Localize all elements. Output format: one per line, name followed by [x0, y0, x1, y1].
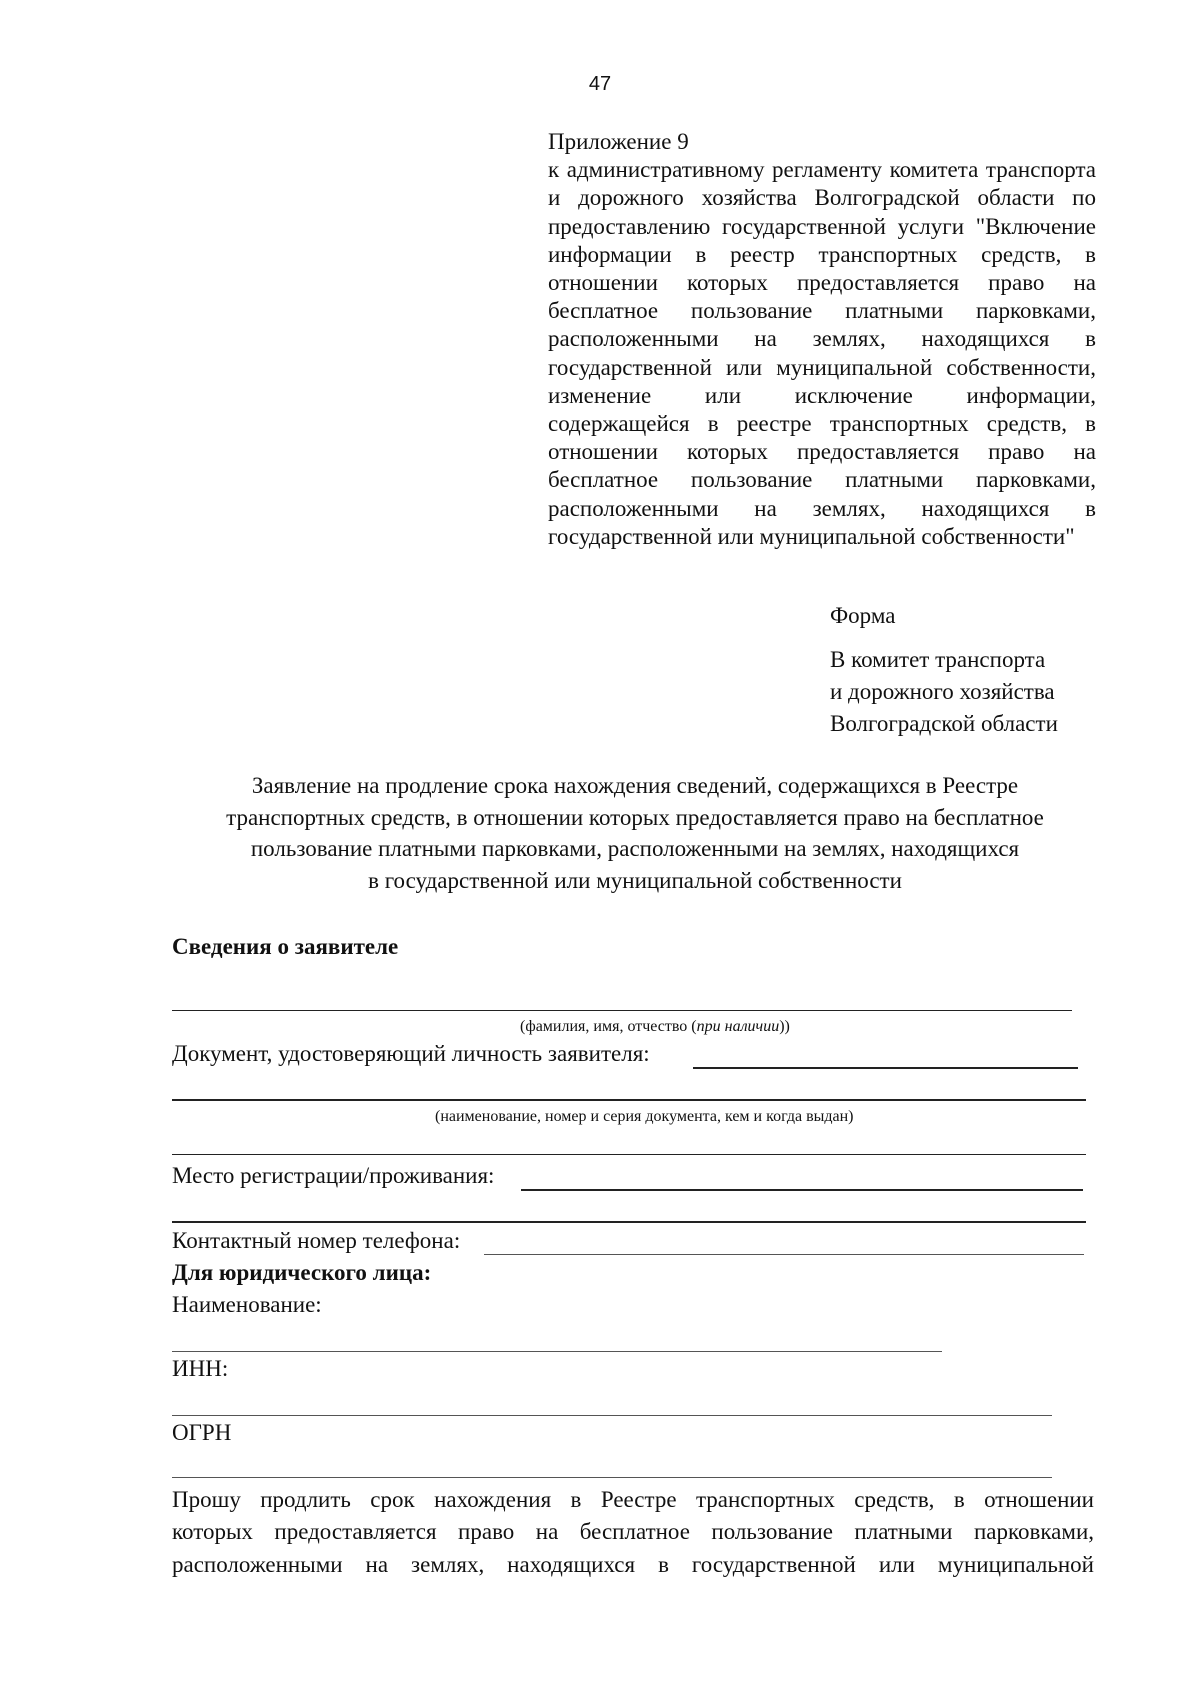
registration-field-line[interactable]	[521, 1189, 1083, 1191]
registration-field-line-2[interactable]	[172, 1221, 1086, 1223]
page-number: 47	[588, 73, 612, 95]
ogrn-label: ОГРН	[172, 1420, 232, 1445]
inn-label: ИНН:	[172, 1356, 229, 1381]
registration-label: Место регистрации/проживания:	[172, 1163, 495, 1188]
application-title-line: в государственной или муниципальной собственности	[368, 867, 902, 893]
addressee-line: В комитет транспорта	[830, 647, 1046, 672]
phone-field-line[interactable]	[484, 1254, 1084, 1255]
legal-name-label: Наименование:	[172, 1292, 322, 1317]
request-line: Прошу продлить срок нахождения в Реестре транспортных средств, в отношении	[172, 1487, 1094, 1512]
request-line: расположенными на землях, находящихся в государственной или муниципальной	[172, 1551, 1094, 1577]
appendix-title: Приложение 9	[548, 129, 689, 154]
addressee-line: Волгоградской области	[830, 711, 1058, 736]
id-document-label: Документ, удостоверяющий личность заявителя:	[172, 1041, 650, 1066]
appendix-body: к административному регламенту комитета транспорта и дорожного хозяйства Волгоградской области по предоставлению государственной услуги "Включение информации в реестр транспортных средств, в отношении которых предоставляется право на бесплатное пользование платными парковками, расположенными на землях, находящихся в государственной или муниципальной собственности, изменение или исключение информации, содержащейся в реестре транспортных средств, в отношении которых предоставляется право на бесплатное пользование платными парковками, расположенными на землях, находящихся в государственной или муниципальной собственности"	[548, 157, 1096, 549]
application-title	[170, 770, 1100, 896]
application-title-line: транспортных средств, в отношении которых предоставляется право на бесплатное	[226, 804, 1044, 830]
inn-field-line[interactable]	[172, 1415, 1052, 1416]
form-label: Форма	[830, 603, 896, 628]
addressee-line: и дорожного хозяйства	[830, 679, 1055, 704]
fio-field-line[interactable]	[172, 1010, 1072, 1011]
phone-label: Контактный номер телефона:	[172, 1228, 461, 1253]
applicant-section-heading: Сведения о заявителе	[172, 934, 399, 959]
id-document-caption: (наименование, номер и серия документа, кем и когда выдан)	[435, 1108, 854, 1125]
addressee-block	[830, 644, 1058, 740]
ogrn-field-line[interactable]	[172, 1477, 1052, 1478]
application-title-line: пользование платными парковками, расположенными на землях, находящихся	[250, 836, 1020, 861]
legal-name-field-line[interactable]	[172, 1351, 942, 1352]
request-line: которых предоставляется право на бесплатное пользование платными парковками,	[172, 1519, 1094, 1545]
appendix-block	[548, 128, 1096, 551]
request-paragraph	[172, 1484, 1094, 1581]
application-title-line: Заявление на продление срока нахождения сведений, содержащихся в Реестре	[251, 773, 1019, 798]
id-document-field-line[interactable]	[693, 1067, 1078, 1069]
legal-entity-heading: Для юридического лица:	[172, 1260, 432, 1285]
fio-caption: (фамилия, имя, отчество (при наличии))	[520, 1018, 790, 1035]
id-document-field-line-3[interactable]	[172, 1154, 1086, 1155]
id-document-field-line-2[interactable]	[172, 1099, 1086, 1101]
